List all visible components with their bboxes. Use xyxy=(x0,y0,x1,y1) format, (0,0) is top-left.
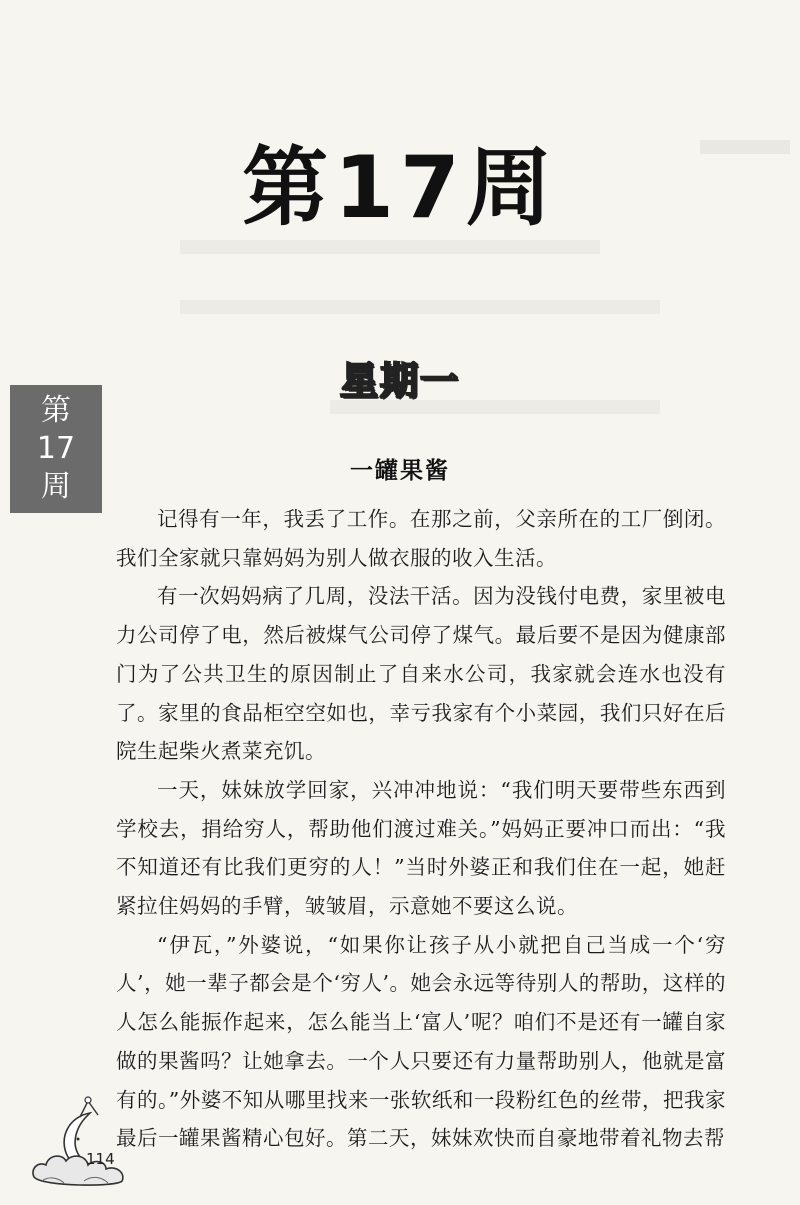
day-heading: 星期一 xyxy=(339,359,460,403)
story-paragraph: “伊瓦，”外婆说，“如果你让孩子从小就把自己当成一个‘穷人’，她一辈子都会是个‘穷人’。她会永远等待别人的帮助，这样的人怎么能振作起来，怎么能当上‘富人’呢？咱们不是还有一罐自家做的果酱吗？让她拿去。一个人只要还有力量帮助别人，他就是富有的。”外婆不知从哪里找来一张软纸和一段粉红色的丝带，把我家最后一罐果酱精心包好。第二天，妹妹欢快而自豪地带着礼物去帮 xyxy=(116,932,726,1151)
side-tab-line: 周 xyxy=(41,469,71,504)
story-paragraph: 一天，妹妹放学回家，兴冲冲地说：“我们明天要带些东西到学校去，捐给穷人，帮助他们渡过难关。”妈妈正要冲口而出：“我不知道还有比我们更穷的人！”当时外婆正和我们住在一起，她赶紧拉住妈妈的手臂，皱皱眉，示意她不要这么说。 xyxy=(116,777,726,919)
story-body xyxy=(116,500,726,1158)
bleed-through-mark xyxy=(180,300,660,314)
moon-cloud-icon xyxy=(28,1095,133,1190)
chapter-title: 第17周 xyxy=(242,138,558,238)
story-title: 一罐果酱 xyxy=(350,458,450,484)
page-number: 114 xyxy=(86,1150,115,1168)
story-paragraph: 有一次妈妈病了几周，没法干活。因为没钱付电费，家里被电力公司停了电，然后被煤气公司停了煤气。最后要不是因为健康部门为了公共卫生的原因制止了自来水公司，我家就会连水也没有了。家里的食品柜空空如也，幸亏我家有个小菜园，我们只好在后院生起柴火煮菜充饥。 xyxy=(116,584,726,764)
side-tab-line: 17 xyxy=(36,431,76,466)
story-paragraph: 记得有一年，我丢了工作。在那之前，父亲所在的工厂倒闭。我们全家就只靠妈妈为别人做衣服的收入生活。 xyxy=(116,507,726,570)
bleed-through-mark xyxy=(180,240,600,254)
side-tab-line: 第 xyxy=(41,393,71,428)
